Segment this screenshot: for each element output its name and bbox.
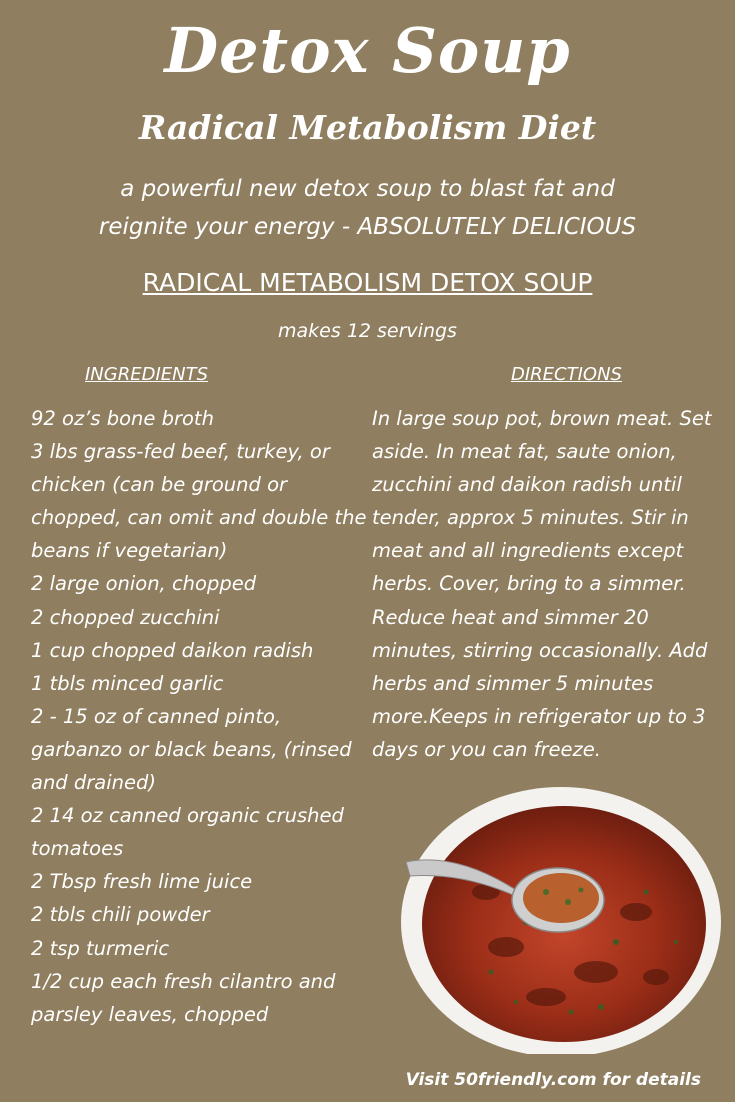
- ingredients-heading: INGREDIENTS: [85, 364, 209, 385]
- ingredient-item: 92 oz’s bone broth: [31, 407, 214, 430]
- ingredient-item: 2 tsp turmeric: [31, 936, 170, 960]
- tagline-line-1: a powerful new detox soup to blast fat and: [120, 176, 615, 202]
- page-subtitle: Radical Metabolism Diet: [138, 108, 597, 147]
- servings-note: makes 12 servings: [278, 320, 457, 342]
- directions-heading: DIRECTIONS: [511, 364, 622, 385]
- ingredients-list: [31, 402, 367, 1031]
- recipe-title: RADICAL METABOLISM DETOX SOUP: [142, 268, 593, 297]
- ingredient-item: 1 cup chopped daikon radish: [31, 638, 314, 662]
- spoon-contents: [523, 873, 599, 923]
- ingredient-item: 1/2 cup each fresh cilantro and parsley leaves, chopped: [31, 969, 336, 1026]
- footer-link-text[interactable]: Visit 50friendly.com for details: [405, 1070, 701, 1090]
- tagline-line-2: reignite your energy - ABSOLUTELY DELICIOUS: [98, 214, 637, 240]
- ingredient-item: 2 Tbsp fresh lime juice: [31, 870, 253, 894]
- page-title: Detox Soup: [164, 14, 571, 87]
- ingredient-item: 2 large onion, chopped: [31, 572, 257, 596]
- ingredient-item: 2 - 15 oz of canned pinto, garbanzo or black beans, (rinsed and drained): [31, 704, 352, 795]
- ingredient-item: 2 14 oz canned organic crushed tomatoes: [31, 804, 344, 861]
- ingredient-item: 2 tbls chili powder: [31, 903, 210, 927]
- directions-text: In large soup pot, brown meat. Set aside. In meat fat, saute onion, zucchini and daikon radish until tender, approx 5 minutes. Stir in meat and all ingredients except herbs. Cover, bring to a simmer. Reduce heat and simmer 20 minutes, stirring occasionally. Add herbs and simmer 5 minutes more.Keeps in refrigerator up to 3 days or you can freeze.: [372, 407, 712, 761]
- soup-photo: [396, 772, 722, 1054]
- ingredient-item: 3 lbs grass-fed beef, turkey, or chicken (can be ground or chopped, can omit and double the beans if vegetarian): [31, 440, 367, 563]
- tagline: [0, 170, 735, 246]
- ingredient-item: 2 chopped zucchini: [31, 605, 220, 629]
- ingredient-item: 1 tbls minced garlic: [31, 671, 224, 695]
